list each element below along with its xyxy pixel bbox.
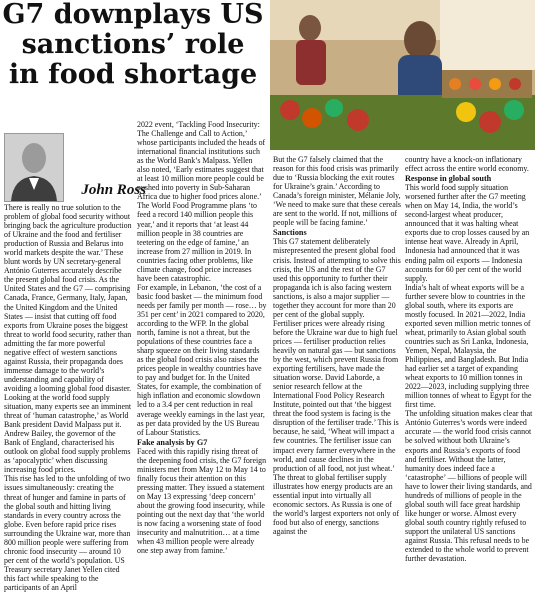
column-4 <box>405 155 533 563</box>
paragraph: This world food supply situation worsened further after the G7 meeting when on May 14, India, the world’s second-largest wheat producer, announced that it was halting wheat exports due to crop losses caused by an intense heat wave. Already in April, Indonesia had announced that it was ending palm oil exports — Indonesia accounts for 60 per cent of the world supply. <box>405 183 530 283</box>
column-3 <box>273 155 401 536</box>
paragraph: This rise has led to the unfolding of two issues simultaneously: creating the threat of hunger and famine in parts of the global south and hitting living standards in every country across the globe. Even before rapid price rises surrounding the Ukraine war, more than 800 million people were suffering from chronic food insecurity — around 10 per cent of the world’s population. US Treasury secretary Janet Yellen cited this fact while speaking to the participants of an April <box>4 474 131 592</box>
paragraph: India’s halt of wheat exports will be a further severe blow to countries in the global south, where its exports are mostly focused. In 2021—2022, India exported seven million metric tonnes of wheat, primarily to Asian global south countries such as Sri Lanka, Indonesia, Yemen, Nepal, Malaysia, the Philippines, and Bangladesh. But India had earlier set a target of expanding wheat exports to 10 million tonnes in 2022—2023, including supplying three million tonnes of wheat to Egypt for the first time. <box>405 282 532 410</box>
column-1 <box>4 203 132 592</box>
paragraph: But the G7 falsely claimed that the reason for this food crisis was primarily due to ‘Russia blocking the exit routes for Ukraine’s grain.’ According to Canada’s foreign minister, Mélanie Joly, ‘We need to make sure that these cereals are sent to the world. If not, millions of people will be facing famine.’ <box>273 155 401 228</box>
paragraph: The threat to global fertiliser supply illustrates how energy products are an essential input into virtually all economic sectors. As Russia is one of the world’s largest exporters not only of food but also of energy, sanctions against the <box>273 472 400 536</box>
author-byline: John Ross <box>81 182 146 198</box>
paragraph: 2022 event, ‘Tackling Food Insecurity: The Challenge and Call to Action,’ whose participants included the heads of international financial institutions such as the World Bank’s Malpass. Yellen also noted, ‘Early estimates suggest that at least 10 million more people could be pushed into poverty in Sub-Saharan Africa due to higher food prices alone.’ The World Food Programme plans ‘to feed a record 140 million people this year,’ and it reports that ‘at least 44 million people in 38 countries are teetering on the edge of famine,’ an increase from 27 million in 2019. In countries facing other problems, like climate change, food price increases have been catastrophic. <box>137 120 266 283</box>
paragraph: This G7 statement deliberately misrepresented the present global food crisis. Instead of attempting to solve this crisis, the US and the rest of the G7 used this opportunity to further their propaganda ich is also facing western sanctions, is also a major supplier — together they account for more than 20 per cent of the global supply. <box>273 237 401 319</box>
section-heading: Sanctions <box>273 228 307 238</box>
paragraph: There is really no true solution to the problem of global food security without bringing back the agriculture production of Ukraine and the food and fertiliser production of Russia and Belarus into world markets despite the war.’ These blunt words by UN secretary-general António Guterres accurately describe the present global food crisis. As the United States and the G7 — comprising Canada, France, Germany, Italy, Japan, the United Kingdom and the United States — insist that cutting off food exports from Ukraine poses the biggest threat to world food security, rather than admitting the far more powerful negative effect of western sanctions against Russia, their propaganda does immense damage to the world’s understanding and capability of avoiding a looming global food disaster. <box>4 203 132 393</box>
column-2 <box>137 120 267 555</box>
paragraph: Fertiliser prices were already rising before the Ukraine war due to high fuel prices — fertiliser production relies heavily on natural gas — but sanctions by the west, which prevent Russia from exporting fertilisers, have made the situation worse. David Laborde, a senior research fellow at the International Food Policy Research Institute, pointed out that ‘the biggest threat the food system is facing is the disruption of the fertiliser trade.’ This is because, he said, ‘Wheat will impact a few countries. The fertiliser issue can impact every farmer everywhere in the world, and cause declines in the production of all food, not just wheat.’ <box>273 318 399 473</box>
headline: G7 downplays US sanctions’ role in food shortage <box>2 0 264 90</box>
paragraph: The unfolding situation makes clear that António Guterres’s words were indeed accurate — the world food crisis cannot be solved without both Ukraine’s exports and Russia’s exports of food and fertiliser. Without the latter, humanity does indeed face a ‘catastrophe’ — billions of people will have to lower their living standards, and hundreds of millions of people in the global south will face great hardship like hunger or worse. Almost every global south country rightly refused to support the unilateral US sanctions against Russia. This refusal needs to be extended to the whole world to prevent further devastation. <box>405 409 533 564</box>
paragraph: Looking at the world food supply situation, many experts see an imminent threat of ‘human catastrophe,’ as World Bank president David Malpass put it. Andrew Bailey, the governor of the Bank of England, characterised his outlook on global food supply problems as ‘apocalyptic’ when discussing increasing food prices. <box>4 392 132 475</box>
author-photo <box>4 133 64 202</box>
market-photo <box>270 0 535 150</box>
section-heading: Fake analysis by G7 <box>137 437 208 447</box>
paragraph: For example, in Lebanon, ‘the cost of a basic food basket — the minimum food needs per family per month — rose… by 351 per cent’ in 2021 compared to 2020, according to the WFP. In the global north, famine is not a threat, but the populations of these countries face a sharp squeeze on their living standards as the global food crisis also raises the prices people in wealthy countries have to pay and budget for. In the United States, for example, the combination of high inflation and economic slowdown led to a 3.4 per cent reduction in real average weekly earnings in the last year, as per data provided by the US Bureau of Labour Statistics. <box>137 282 267 437</box>
paragraph: country have a knock-on inflationary effect across the entire world economy. <box>405 155 529 174</box>
paragraph: Faced with this rapidly rising threat of the deepening food crisis, the G7 foreign ministers met from May 12 to May 14 to finally focus their attention on this pressing matter. They issued a statement on May 13 expressing ‘deep concern’ about the growing food insecurity, while pointing out the next day that ‘the world is now facing a worsening state of food insecurity and malnutrition… at a time when 43 million people were already one step away from famine.’ <box>137 446 267 556</box>
section-heading: Response in global south <box>405 174 492 184</box>
